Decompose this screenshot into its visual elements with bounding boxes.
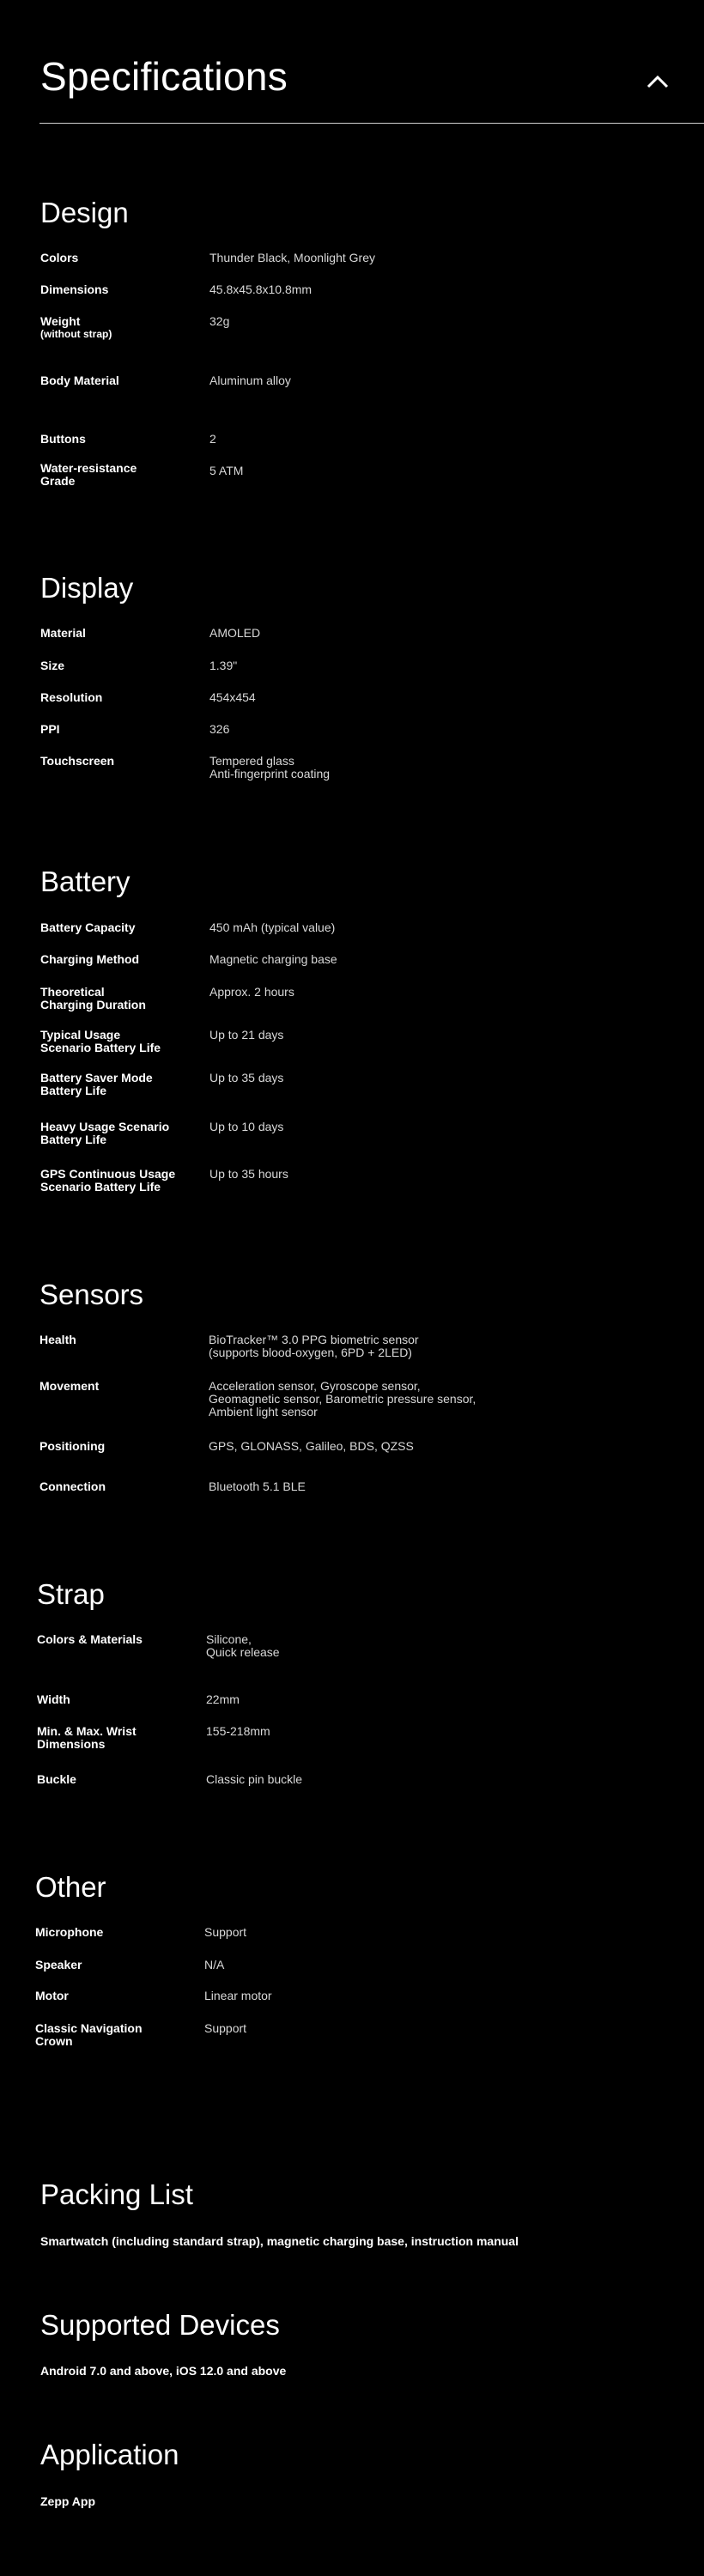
spec-label bbox=[40, 986, 203, 1012]
spec-value: 450 mAh (typical value) bbox=[209, 920, 336, 934]
spec-label: Movement bbox=[39, 1379, 100, 1393]
spec-label: Microphone bbox=[35, 1925, 104, 1939]
spec-value: AMOLED bbox=[209, 626, 261, 640]
spec-label: Buttons bbox=[40, 432, 86, 446]
spec-value: Classic pin buckle bbox=[206, 1772, 303, 1786]
section-title-application: Application bbox=[40, 2439, 179, 2470]
spec-label: Material bbox=[40, 626, 86, 640]
spec-value-line: Quick release bbox=[206, 1645, 280, 1659]
spec-value: 45.8x45.8x10.8mm bbox=[209, 283, 313, 296]
spec-label-line: Typical Usage bbox=[40, 1028, 121, 1042]
spec-label-line: Crown bbox=[35, 2034, 73, 2048]
spec-label: Resolution bbox=[40, 690, 103, 704]
spec-label-text: Weight bbox=[40, 314, 81, 328]
spec-label: Colors & Materials bbox=[37, 1632, 143, 1646]
spec-label-line: Theoretical bbox=[40, 985, 105, 999]
page-title: Specifications bbox=[40, 54, 288, 99]
section-title-design: Design bbox=[40, 197, 129, 228]
spec-label-line: Charging Duration bbox=[40, 998, 146, 1012]
spec-label-sub: (without strap) bbox=[40, 328, 112, 340]
spec-value-line: (supports blood-oxygen, 6PD + 2LED) bbox=[209, 1346, 412, 1359]
section-title-battery: Battery bbox=[40, 866, 130, 897]
spec-value: 22mm bbox=[206, 1692, 240, 1706]
spec-label-line: Dimensions bbox=[37, 1737, 106, 1751]
section-title-supported-devices: Supported Devices bbox=[40, 2309, 280, 2341]
spec-value: Support bbox=[204, 1925, 247, 1939]
spec-label-line: Grade bbox=[40, 474, 76, 488]
spec-label-line: Battery Life bbox=[40, 1084, 107, 1097]
spec-value: 2 bbox=[209, 432, 216, 446]
spec-value-line: Silicone, bbox=[206, 1632, 252, 1646]
spec-label-line: Min. & Max. Wrist bbox=[37, 1724, 137, 1738]
spec-value: 155-218mm bbox=[206, 1724, 270, 1738]
spec-label bbox=[40, 462, 203, 488]
supported-devices-text: Android 7.0 and above, iOS 12.0 and above bbox=[40, 2364, 287, 2378]
section-title-strap: Strap bbox=[37, 1578, 105, 1610]
spec-label: Battery Capacity bbox=[40, 920, 136, 934]
spec-label: Positioning bbox=[39, 1439, 106, 1453]
spec-value: Thunder Black, Moonlight Grey bbox=[209, 251, 375, 264]
spec-value-line: Ambient light sensor bbox=[209, 1405, 318, 1419]
spec-label-line: Water-resistance bbox=[40, 461, 137, 475]
spec-label bbox=[40, 1029, 203, 1054]
section-title-display: Display bbox=[40, 572, 134, 604]
section-title-sensors: Sensors bbox=[39, 1279, 144, 1310]
spec-value: 1.39" bbox=[209, 659, 238, 672]
spec-label: Motor bbox=[35, 1989, 69, 2002]
spec-label: Body Material bbox=[40, 374, 119, 387]
spec-label: Size bbox=[40, 659, 65, 672]
spec-label-line: Battery Life bbox=[40, 1133, 107, 1146]
spec-label bbox=[40, 1072, 203, 1097]
spec-label: Dimensions bbox=[40, 283, 109, 296]
spec-value: N/A bbox=[204, 1958, 225, 1971]
application-text: Zepp App bbox=[40, 2494, 96, 2508]
spec-label bbox=[40, 1121, 203, 1146]
spec-value bbox=[209, 1380, 569, 1419]
spec-label-line: Battery Saver Mode bbox=[40, 1071, 153, 1084]
spec-label: Health bbox=[39, 1333, 76, 1346]
spec-label-line: Classic Navigation bbox=[35, 2021, 143, 2035]
spec-label bbox=[35, 2022, 198, 2048]
spec-label: Connection bbox=[39, 1479, 106, 1493]
spec-value-line: BioTracker™ 3.0 PPG biometric sensor bbox=[209, 1333, 419, 1346]
chevron-up-icon bbox=[646, 74, 670, 89]
spec-label bbox=[40, 315, 203, 341]
spec-value: 5 ATM bbox=[209, 464, 244, 477]
spec-label: PPI bbox=[40, 722, 60, 736]
spec-value: Aluminum alloy bbox=[209, 374, 291, 387]
spec-value bbox=[206, 1633, 567, 1659]
spec-label: Buckle bbox=[37, 1772, 76, 1786]
spec-label: Width bbox=[37, 1692, 70, 1706]
spec-value: 32g bbox=[209, 314, 230, 328]
spec-label: Colors bbox=[40, 251, 79, 264]
spec-value: GPS, GLONASS, Galileo, BDS, QZSS bbox=[209, 1439, 414, 1453]
spec-value: Magnetic charging base bbox=[209, 952, 337, 966]
spec-value-line: Anti-fingerprint coating bbox=[209, 767, 331, 781]
spec-label: Speaker bbox=[35, 1958, 82, 1971]
spec-label-line: Scenario Battery Life bbox=[40, 1180, 161, 1194]
spec-value: Support bbox=[204, 2021, 247, 2035]
spec-value bbox=[209, 755, 570, 781]
spec-label: Touchscreen bbox=[40, 754, 115, 768]
section-title-other: Other bbox=[35, 1871, 106, 1903]
section-title-packing-list: Packing List bbox=[40, 2178, 193, 2210]
spec-value: 326 bbox=[209, 722, 230, 736]
spec-value: Linear motor bbox=[204, 1989, 272, 2002]
spec-value: Up to 35 days bbox=[209, 1071, 284, 1084]
spec-value: 454x454 bbox=[209, 690, 256, 704]
spec-value: Up to 21 days bbox=[209, 1028, 284, 1042]
spec-label-line: Heavy Usage Scenario bbox=[40, 1120, 170, 1133]
spec-value-line: Tempered glass bbox=[209, 754, 294, 768]
spec-value: Up to 10 days bbox=[209, 1120, 284, 1133]
spec-value bbox=[209, 1334, 569, 1359]
header-divider bbox=[39, 123, 704, 124]
spec-label-line: Scenario Battery Life bbox=[40, 1041, 161, 1054]
spec-label-line: GPS Continuous Usage bbox=[40, 1167, 176, 1181]
packing-list-text: Smartwatch (including standard strap), magnetic charging base, instruction manual bbox=[40, 2234, 519, 2248]
spec-value-line: Acceleration sensor, Gyroscope sensor, bbox=[209, 1379, 421, 1393]
spec-value: Bluetooth 5.1 BLE bbox=[209, 1479, 306, 1493]
spec-label: Charging Method bbox=[40, 952, 140, 966]
spec-label bbox=[40, 1168, 203, 1194]
collapse-button[interactable] bbox=[646, 74, 670, 89]
spec-value: Approx. 2 hours bbox=[209, 985, 294, 999]
spec-label bbox=[37, 1725, 200, 1751]
spec-value: Up to 35 hours bbox=[209, 1167, 288, 1181]
spec-value-line: Geomagnetic sensor, Barometric pressure sensor, bbox=[209, 1392, 476, 1406]
